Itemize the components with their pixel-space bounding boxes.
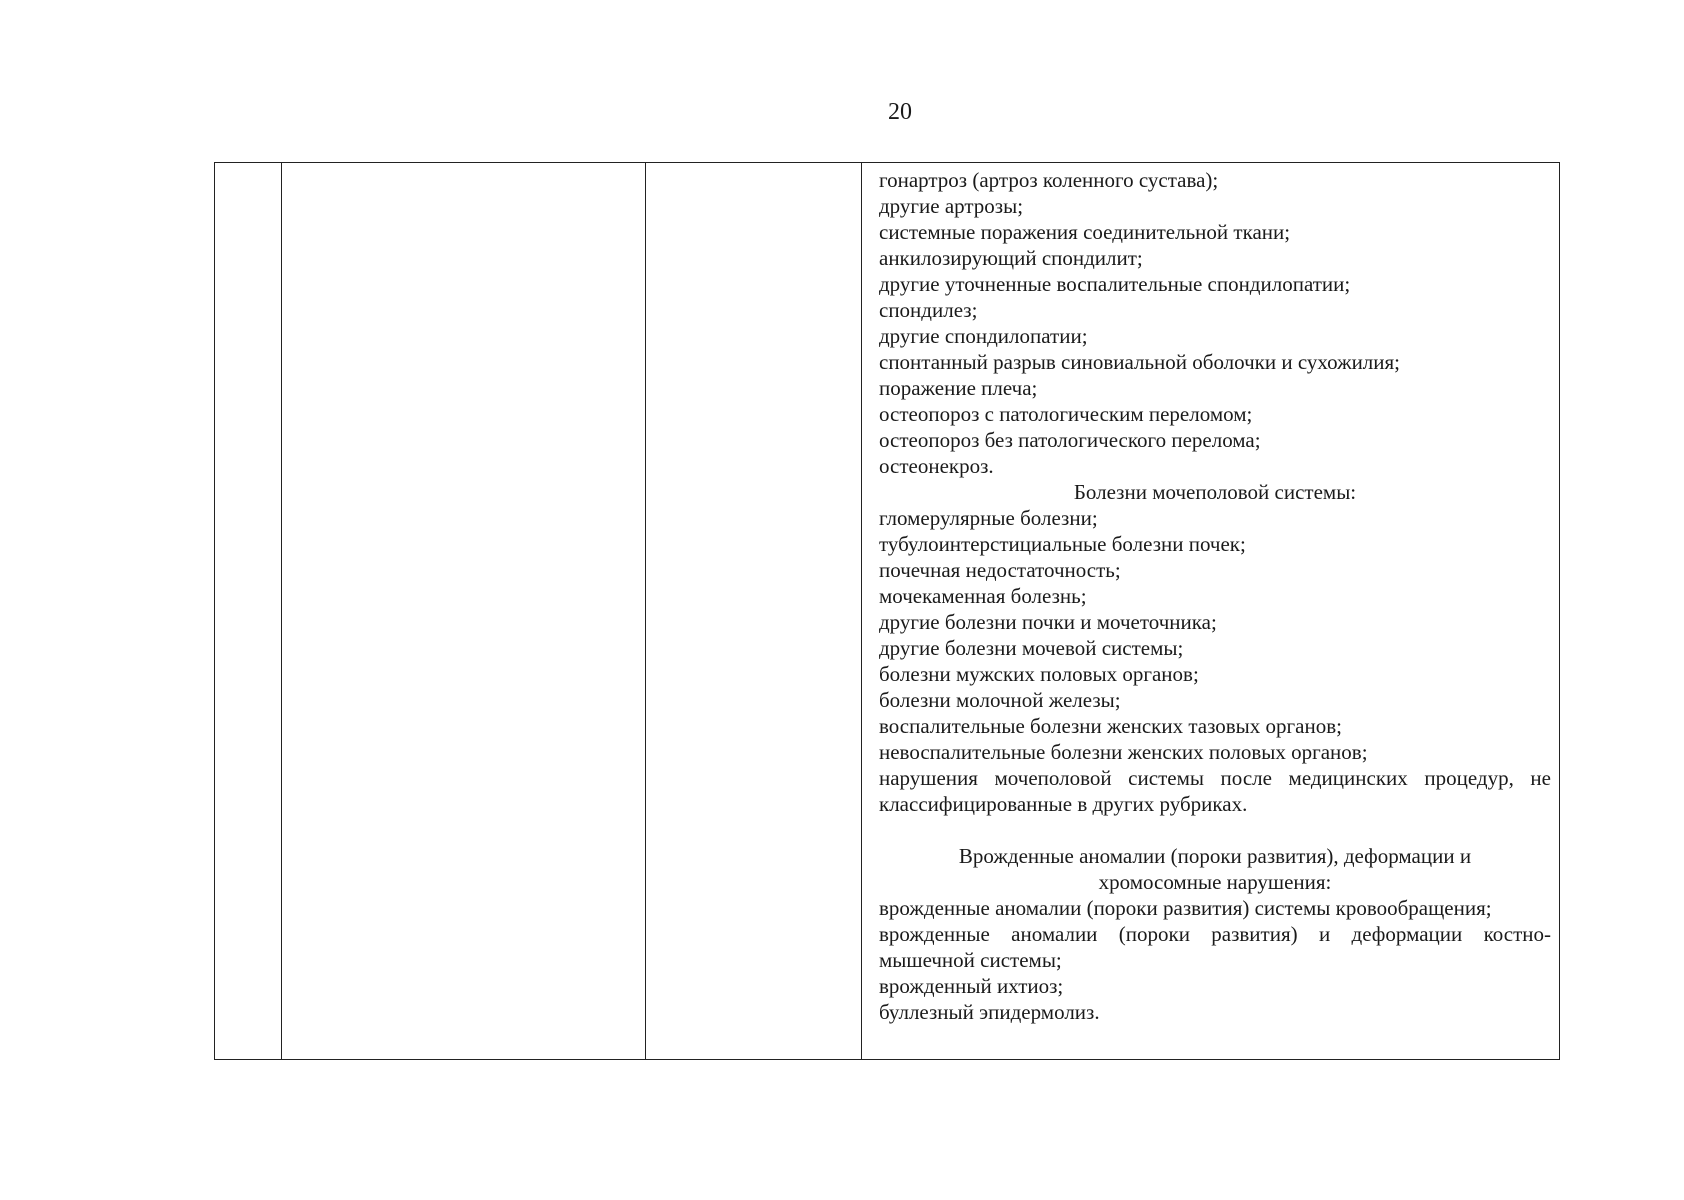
document-table (214, 162, 1560, 1060)
list-item: буллезный эпидермолиз. (879, 1000, 1100, 1024)
list-item: остеопороз с патологическим переломом; (879, 402, 1253, 426)
list-item: врожденный ихтиоз; (879, 974, 1064, 998)
list-item-continuation: классифицированные в других рубриках. (879, 792, 1248, 816)
genitourinary-list (879, 505, 1551, 817)
list-item: нарушения мочеполовой системы после медицинских процедур, не (879, 766, 1551, 790)
congenital-heading-line-1: Врожденные аномалии (пороки развития), деформации и (958, 844, 1472, 868)
congenital-list (879, 895, 1551, 1025)
list-item: воспалительные болезни женских тазовых органов; (879, 714, 1342, 738)
list-item: другие уточненные воспалительные спондилопатии; (879, 272, 1351, 296)
column-divider-3 (861, 163, 862, 1059)
list-item: гонартроз (артроз коленного сустава); (879, 168, 1219, 192)
list-item: анкилозирующий спондилит; (879, 246, 1143, 270)
column-divider-1 (281, 163, 282, 1059)
genitourinary-heading: Болезни мочеполовой системы: (1073, 480, 1357, 504)
list-item: другие болезни мочевой системы; (879, 636, 1184, 660)
list-item: другие спондилопатии; (879, 324, 1088, 348)
musculoskeletal-list (879, 167, 1551, 479)
list-item-continuation: мышечной системы; (879, 948, 1062, 972)
column-divider-2 (645, 163, 646, 1059)
list-item: врожденные аномалии (пороки развития) и деформации костно- (879, 922, 1551, 946)
list-item: гломерулярные болезни; (879, 506, 1098, 530)
list-item: болезни мужских половых органов; (879, 662, 1199, 686)
list-item: тубулоинтерстициальные болезни почек; (879, 532, 1246, 556)
list-item: другие болезни почки и мочеточника; (879, 610, 1217, 634)
list-item: почечная недостаточность; (879, 558, 1121, 582)
list-item: поражение плеча; (879, 376, 1038, 400)
list-item: мочекаменная болезнь; (879, 584, 1087, 608)
blank-line (879, 817, 1551, 843)
diseases-list-cell (879, 167, 1551, 1025)
list-item: невоспалительные болезни женских половых органов; (879, 740, 1368, 764)
list-item: врожденные аномалии (пороки развития) системы кровообращения; (879, 896, 1492, 920)
list-item: другие артрозы; (879, 194, 1024, 218)
list-item: спондилез; (879, 298, 978, 322)
list-item: спонтанный разрыв синовиальной оболочки и сухожилия; (879, 350, 1401, 374)
congenital-heading-line-2: хромосомные нарушения: (1098, 870, 1332, 894)
page-number: 20 (888, 99, 912, 125)
list-item: остеонекроз. (879, 454, 994, 478)
list-item: системные поражения соединительной ткани; (879, 220, 1291, 244)
list-item: остеопороз без патологического перелома; (879, 428, 1261, 452)
list-item: болезни молочной железы; (879, 688, 1121, 712)
